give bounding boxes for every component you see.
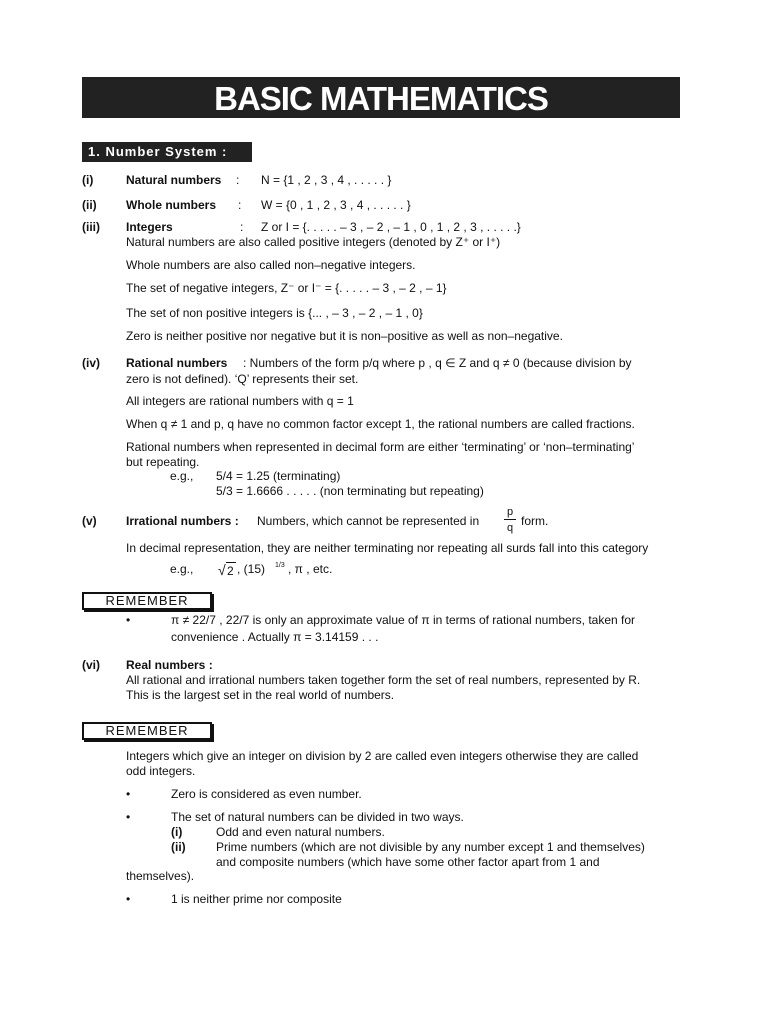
item-i-num: (i) [82,173,94,187]
title-banner [82,77,680,118]
bullet-icon: • [126,810,131,824]
remember1-line-1: π ≠ 22/7 , 22/7 is only an approximate value of π in terms of rational numbers, taken for [171,613,636,627]
item-v-label: Irrational numbers : [126,514,239,528]
item-i-value: N = {1 , 2 , 3 , 4 , . . . . . } [261,173,392,187]
remember2-bullet-3: 1 is neither prime nor composite [171,892,342,906]
item-v-num: (v) [82,514,97,528]
item-iii-sep: : [240,220,244,234]
real-line-2: This is the largest set in the real world of numbers. [126,688,395,702]
remember-label: REMEMBER [82,722,212,740]
sub-ii-num: (ii) [171,840,186,854]
item-i-label: Natural numbers [126,173,222,187]
remember-label: REMEMBER [82,592,212,610]
real-line-1: All rational and irrational numbers taken together form the set of real numbers, represented by R. [126,673,641,687]
integers-note-1: Natural numbers are also called positive integers (denoted by Z⁺ or I⁺) [126,235,501,249]
item-iii-value: Z or I = {. . . . . – 3 , – 2 , – 1 , 0 , 1 , 2 , 3 , . . . . .} [261,220,521,234]
rational-text-4: When q ≠ 1 and p, q have no common factor except 1, the rational numbers are called fractions. [126,417,635,431]
sub-ii-text-1: Prime numbers (which are not divisible by any number except 1 and themselves) [216,840,645,854]
rational-text-1: : Numbers of the form p/q where p , q ∈ Z and q ≠ 0 (because division by [243,356,632,370]
item-ii-sep: : [238,198,242,212]
sqrt-bar [226,562,236,563]
rational-text-6: but repeating. [126,455,200,469]
bullet-icon: • [126,787,131,801]
irrational-example-tail: , π , etc. [288,562,333,576]
sub-ii-text-2: and composite numbers (which have some other factor apart from 1 and [216,855,600,869]
bullet-icon: • [126,613,131,627]
item-ii-value: W = {0 , 1 , 2 , 3 , 4 , . . . . . } [261,198,411,212]
remember2-bullet-1: Zero is considered as even number. [171,787,362,801]
irrational-eg: e.g., [170,562,194,576]
item-iii-label: Integers [126,220,173,234]
item-vi-num: (vi) [82,658,100,672]
rational-example-2: 5/3 = 1.6666 . . . . . (non terminating but repeating) [216,484,484,498]
fraction-bar [504,519,516,520]
integers-note-2: Whole numbers are also called non–negative integers. [126,258,416,272]
fraction-denominator: q [506,522,514,534]
rational-text-2: zero is not defined). ‘Q’ represents their set. [126,372,359,386]
section-header [82,142,252,162]
irrational-text-1b: form. [521,514,549,528]
remember2-line-1: Integers which give an integer on division by 2 are called even integers otherwise they are called [126,749,639,763]
sqrt-value: 2 [227,564,234,578]
item-iii-num: (iii) [82,220,100,234]
exponent: 1/3 [275,562,285,569]
section-title: 1. Number System : [88,144,228,159]
rational-text-5: Rational numbers when represented in decimal form are either ‘terminating’ or ‘non–terminating’ [126,440,635,454]
sqrt-icon: √ [218,562,226,578]
irrational-text-2: In decimal representation, they are neither terminating nor repeating all surds fall into this category [126,541,649,555]
sub-i-text: Odd and even natural numbers. [216,825,385,839]
remember1-line-2: convenience . Actually π = 3.14159 . . . [171,630,379,644]
integers-note-4: The set of non positive integers is {... , – 3 , – 2 , – 1 , 0} [126,306,423,320]
bullet-icon: • [126,892,131,906]
irrational-text-1: Numbers, which cannot be represented in [257,514,480,528]
fraction-numerator: p [506,506,514,518]
irrational-example-rest: , (15) [237,562,266,576]
item-vi-label: Real numbers : [126,658,213,672]
integers-note-5: Zero is neither positive nor negative but it is non–positive as well as non–negative. [126,329,563,343]
item-i-sep: : [236,173,240,187]
remember2-bullet-2: The set of natural numbers can be divided in two ways. [171,810,464,824]
remember2-line-2: odd integers. [126,764,196,778]
item-iv-label: Rational numbers [126,356,228,370]
item-ii-label: Whole numbers [126,198,217,212]
rational-text-3: All integers are rational numbers with q = 1 [126,394,354,408]
page-title: BASIC MATHEMATICS [214,80,548,117]
item-iv-num: (iv) [82,356,100,370]
item-ii-num: (ii) [82,198,97,212]
rational-example-1: 5/4 = 1.25 (terminating) [216,469,341,483]
sub-i-num: (i) [171,825,183,839]
integers-note-3: The set of negative integers, Z⁻ or I⁻ = {. . . . . – 3 , – 2 , – 1} [126,281,447,295]
rational-eg: e.g., [170,469,194,483]
sub-ii-text-3: themselves). [126,869,195,883]
